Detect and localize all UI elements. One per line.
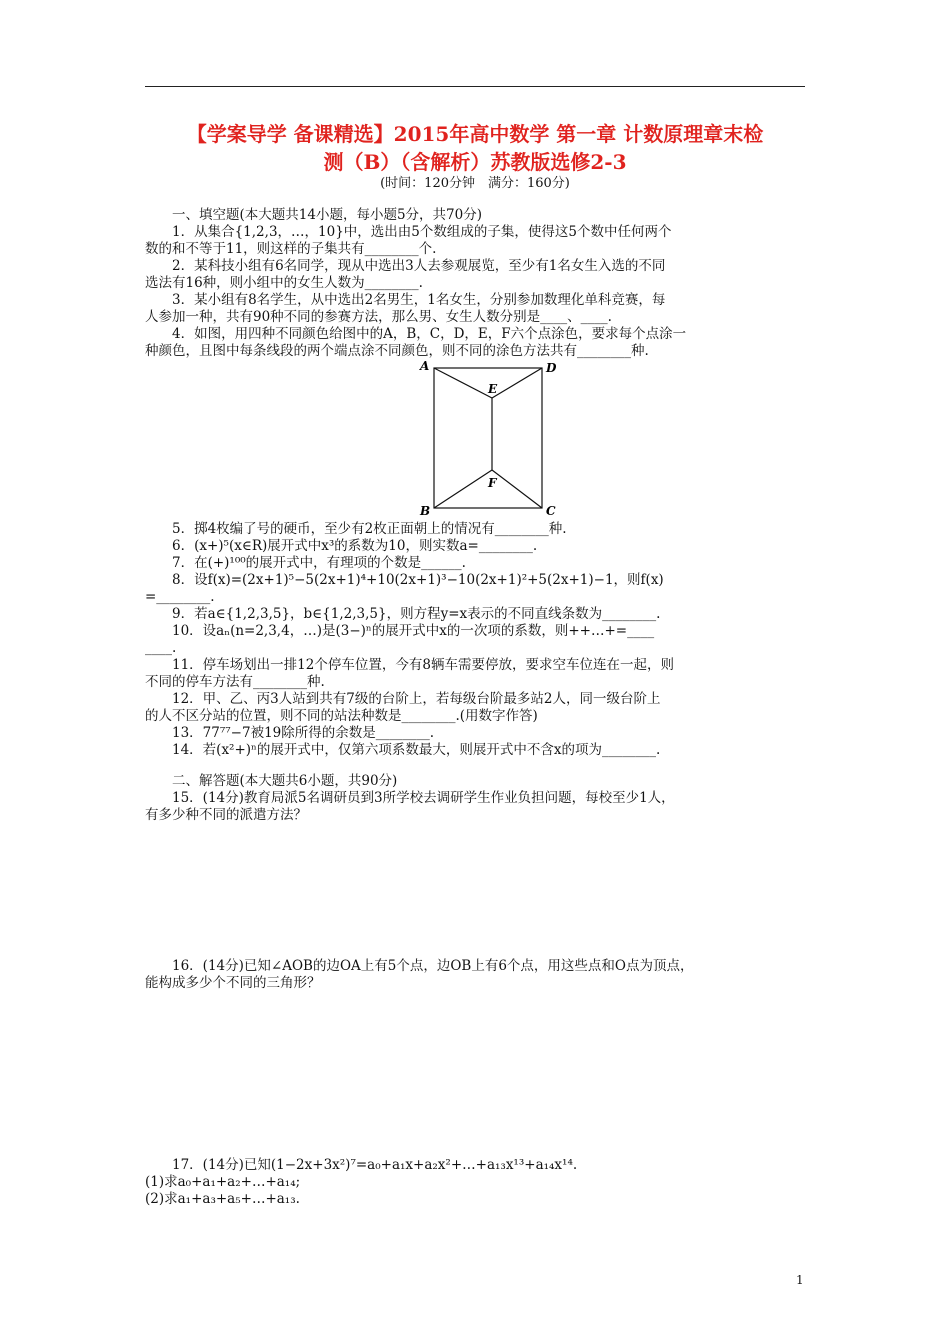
exam-info: (时间：120分钟 满分：160分) [380,176,570,191]
question-4-line2: 种颜色，且图中每条线段的两个端点涂不同颜色，则不同的涂色方法共有________种. [145,343,649,359]
document-title-line1: 【学案导学 备课精选】2015年高中数学 第一章 计数原理章末检 [186,122,764,146]
point-label-D: D [546,361,557,375]
page-number: 1 [796,1273,804,1287]
point-label-A: A [420,360,430,373]
segment-CF [492,470,542,508]
question-17-part1: (1)求a₀+a₁+a₂+…+a₁₄; [145,1174,301,1190]
point-label-C: C [546,504,556,518]
question-16-line1: 16．(14分)已知∠AOB的边OA上有5个点，边OB上有6个点，用这些点和O点为顶点， [172,958,694,974]
section2-heading: 二、解答题(本大题共6小题，共90分) [172,773,398,789]
coloring-figure [418,360,568,520]
point-label-B: B [420,504,431,518]
question-12-line1: 12．甲、乙、丙3人站到共有7级的台阶上，若每级台阶最多站2人，同一级台阶上 [172,691,661,707]
question-11-line2: 不同的停车方法有________种. [145,674,325,690]
question-11-line1: 11．停车场划出一排12个停车位置，今有8辆车需要停放，要求空车位连在一起，则 [172,657,674,673]
question-15-line1: 15．(14分)教育局派5名调研员到3所学校去调研学生作业负担问题，每校至少1人， [172,790,675,806]
question-16-line2: 能构成多少个不同的三角形？ [145,975,321,991]
question-6: 6．(x+)⁵(x∈R)展开式中x³的系数为10，则实数a=________. [172,538,538,554]
section1-heading: 一、填空题(本大题共14小题，每小题5分，共70分) [172,207,482,223]
segment-DE [492,368,542,398]
question-3-line1: 3．某小组有8名学生，从中选出2名男生，1名女生，分别参加数理化单科竞赛，每 [172,292,666,308]
question-15-line2: 有多少种不同的派遣方法？ [145,807,307,823]
point-label-E: E [488,382,498,396]
header-rule [145,86,805,87]
question-1-line1: 1．从集合{1,2,3，…，10}中，选出由5个数组成的子集，使得这5个数中任何两个 [172,224,672,240]
point-label-F: F [488,476,497,490]
question-10-line2: ____. [145,640,177,656]
question-3-line2: 人参加一种，共有90种不同的参赛方法，那么男、女生人数分别是____、____. [145,309,612,325]
question-2-line1: 2．某科技小组有6名同学，现从中选出3人去参观展览，至少有1名女生入选的不同 [172,258,666,274]
question-17-part2: (2)求a₁+a₃+a₅+…+a₁₃. [145,1191,300,1207]
question-8-line1: 8．设f(x)=(2x+1)⁵−5(2x+1)⁴+10(2x+1)³−10(2x+1)²+5(2x+1)−1，则f(x) [172,572,664,588]
segment-AE [434,368,492,398]
question-17-line1: 17．(14分)已知(1−2x+3x²)⁷=a₀+a₁x+a₂x²+…+a₁₃x¹³+a₁₄x¹⁴. [172,1157,578,1173]
question-14: 14．若(x²+)ⁿ的展开式中，仅第六项系数最大，则展开式中不含x的项为________. [172,742,661,758]
question-13: 13．77⁷⁷−7被19除所得的余数是________. [172,725,435,741]
document-title-line2: 测（B）（含解析）苏教版选修2-3 [323,150,627,174]
question-5: 5．掷4枚编了号的硬币，至少有2枚正面朝上的情况有________种. [172,521,567,537]
segment-BF [434,470,492,508]
question-8-line2: =________. [145,589,215,605]
question-9: 9．若a∈{1,2,3,5}，b∈{1,2,3,5}，则方程y=x表示的不同直线条数为________. [172,606,661,622]
question-1-line2: 数的和不等于11，则这样的子集共有________个. [145,241,437,257]
question-7: 7．在(+)¹⁰⁰的展开式中，有理项的个数是______. [172,555,466,571]
question-2-line2: 选法有16种，则小组中的女生人数为________. [145,275,423,291]
question-10-line1: 10．设aₙ(n=2,3,4，…)是(3−)ⁿ的展开式中x的一次项的系数，则++…+=____ [172,623,655,639]
question-12-line2: 的人不区分站的位置，则不同的站法种数是________.(用数字作答) [145,708,538,724]
question-4-line1: 4．如图，用四种不同颜色给图中的A，B，C，D，E，F六个点涂色，要求每个点涂一 [172,326,687,342]
